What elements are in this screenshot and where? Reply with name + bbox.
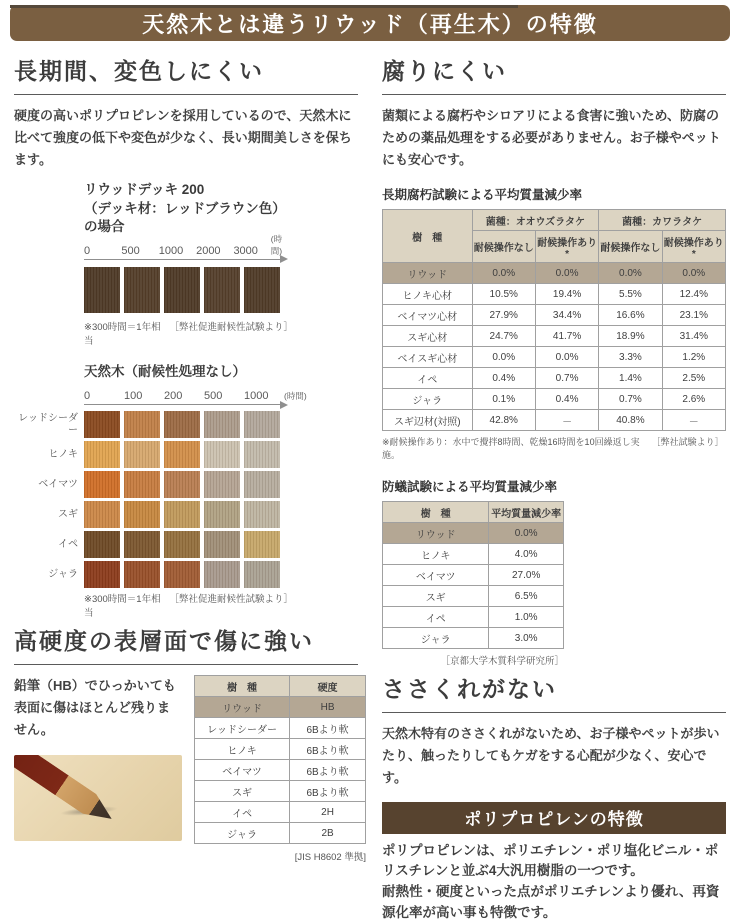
decay-sub-header: 耐候操作なし — [599, 231, 662, 263]
axis-tick: 0 — [84, 244, 91, 257]
rewood-fade-chart — [84, 181, 292, 347]
decay-table-row — [383, 305, 726, 326]
decay-row-value: 2.5% — [662, 368, 725, 389]
decay-table-row — [383, 326, 726, 347]
natural-row-label: スギ — [58, 508, 78, 520]
decay-row-value: 10.5% — [472, 284, 535, 305]
kv-table-row — [383, 607, 564, 628]
natural-swatch — [164, 471, 200, 498]
decay-row-value: 18.9% — [599, 326, 662, 347]
hardness-table-source: [JIS H8602 準拠] — [294, 852, 366, 864]
pencil-graphic — [14, 755, 118, 829]
decay-row-value: 0.0% — [472, 263, 535, 284]
pencil-scratch-photo — [14, 755, 182, 841]
decay-row-value: 5.5% — [599, 284, 662, 305]
decay-row-name: スギ心材 — [383, 326, 473, 347]
decay-row-value: 2.6% — [662, 389, 725, 410]
decay-table-head — [383, 210, 726, 263]
natural-chart-notes — [84, 591, 292, 619]
natural-swatch — [124, 561, 160, 588]
rewood-chart-label — [84, 181, 292, 236]
content-columns — [0, 41, 740, 921]
kv-table-body — [195, 697, 366, 844]
decay-row-value: 16.6% — [599, 305, 662, 326]
kv-row-name: スギ — [383, 586, 489, 607]
kv-row-name: ベイマツ — [383, 565, 489, 586]
decay-row-value: 24.7% — [472, 326, 535, 347]
page-title-banner — [10, 5, 730, 41]
kv-table-row — [383, 628, 564, 649]
kv-row-name: ジャラ — [383, 628, 489, 649]
decay-row-value: 0.1% — [472, 389, 535, 410]
kv-row-value: 27.0% — [489, 565, 564, 586]
decay-row-value: 0.7% — [599, 389, 662, 410]
pp-body-2: 耐熱性・硬度といった点がポリエチレンより優れ、再資源化率が高い事も特徴です。 — [382, 884, 720, 921]
decay-row-name: ベイマツ心材 — [383, 305, 473, 326]
natural-swatch-grid — [14, 411, 358, 588]
kv-row-value: 3.0% — [489, 628, 564, 649]
decay-header-row-1 — [383, 210, 726, 231]
hardness-left — [14, 675, 182, 863]
decay-row-value: 23.1% — [662, 305, 725, 326]
decay-row-value: 0.4% — [472, 368, 535, 389]
decay-row-value: 3.3% — [599, 347, 662, 368]
decay-row-value: 12.4% — [662, 284, 725, 305]
kv-table-head — [195, 676, 366, 697]
decay-row-value: 0.0% — [599, 263, 662, 284]
decay-table-row — [383, 410, 726, 431]
decay-row-value: 42.8% — [472, 410, 535, 431]
natural-swatch — [204, 501, 240, 528]
axis-tick: 2000 — [196, 244, 221, 257]
decay-table-row — [383, 263, 726, 284]
decay-table — [382, 209, 726, 431]
natural-swatch — [164, 531, 200, 558]
rewood-chart-label-line1: リウッドデッキ 200 — [84, 182, 205, 198]
decay-group-2: 菌種：カワラタケ — [599, 210, 726, 231]
kv-table-row — [383, 523, 564, 544]
natural-swatch — [124, 471, 160, 498]
kv-col-tree: 樹 種 — [383, 502, 489, 523]
decay-table-row — [383, 347, 726, 368]
natural-grid-row — [14, 501, 358, 528]
kv-row-value: 6Bより軟 — [290, 760, 366, 781]
kv-table-row — [195, 823, 366, 844]
kv-table-head — [383, 502, 564, 523]
decay-table-row — [383, 284, 726, 305]
axis-tick: 500 — [204, 390, 223, 403]
rewood-axis-ticks — [84, 233, 292, 257]
axis-tick: 3000 — [233, 244, 258, 257]
kv-row-value: 4.0% — [489, 544, 564, 565]
termite-table — [382, 501, 564, 649]
axis-tick: 100 — [124, 390, 143, 403]
kv-row-name: リウッド — [195, 697, 290, 718]
hardness-body: 鉛筆（HB）でひっかいても表面に傷はほとんど残りません。 — [14, 678, 176, 738]
natural-swatch — [84, 531, 120, 558]
rewood-chart-label-line2: （デッキ材：レッドブラウン色）の場合 — [84, 200, 286, 234]
kv-table-row — [195, 718, 366, 739]
kv-table-row — [383, 586, 564, 607]
kv-data-table — [382, 501, 564, 649]
rewood-chart-notes — [84, 319, 292, 347]
hardness-section — [14, 619, 366, 864]
heading-rule — [14, 664, 358, 665]
natural-swatch — [164, 441, 200, 468]
natural-row-label: ヒノキ — [48, 448, 78, 460]
natural-swatch — [244, 531, 280, 558]
natural-swatch — [204, 471, 240, 498]
kv-col-tree: 樹 種 — [195, 676, 290, 697]
decay-table-source: ［弊社試験より］ — [651, 437, 724, 448]
rewood-swatch — [164, 267, 200, 313]
decay-row-value: 0.0% — [472, 347, 535, 368]
kv-row-value: 6Bより軟 — [290, 739, 366, 760]
axis-tick: 0 — [84, 390, 91, 403]
kv-table-body — [383, 523, 564, 649]
kv-row-name: ジャラ — [195, 823, 290, 844]
decay-row-name: スギ辺材(対照) — [383, 410, 473, 431]
decay-col-tree: 樹 種 — [383, 210, 473, 263]
natural-grid-row — [14, 411, 358, 438]
natural-swatch — [84, 441, 120, 468]
kv-row-value: 2B — [290, 823, 366, 844]
natural-swatch — [84, 501, 120, 528]
axis-tick: 1000 — [158, 244, 184, 257]
kv-table-row — [383, 565, 564, 586]
kv-row-value: 0.0% — [489, 523, 564, 544]
decay-row-value: 0.0% — [662, 263, 725, 284]
natural-chart-note: ※300時間＝1年相当 — [84, 594, 161, 620]
termite-table-source: ［京都大学木質科学研究所］ — [440, 656, 564, 668]
decay-row-value: － — [535, 410, 598, 431]
kv-table-row — [383, 544, 564, 565]
natural-swatch — [124, 531, 160, 558]
decay-table-row — [383, 389, 726, 410]
kv-header-row — [383, 502, 564, 523]
cropped-element-remnant — [10, 5, 518, 8]
decay-row-value: 0.4% — [535, 389, 598, 410]
decay-row-name: ヒノキ心材 — [383, 284, 473, 305]
natural-swatch — [84, 471, 120, 498]
kv-row-name: ベイマツ — [195, 760, 290, 781]
kv-row-value: 6.5% — [489, 586, 564, 607]
natural-grid-row — [14, 561, 358, 588]
natural-swatch — [204, 411, 240, 438]
natural-axis-ticks — [84, 387, 358, 402]
kv-row-value: 1.0% — [489, 607, 564, 628]
kv-row-value: HB — [290, 697, 366, 718]
decay-table-notes — [382, 435, 722, 461]
kv-table-row — [195, 739, 366, 760]
hardness-section-heading: 高硬度の表層面で傷に強い — [14, 629, 314, 655]
natural-chart-label: 天然木（耐候性処理なし） — [84, 363, 246, 379]
splinter-section-heading: ささくれがない — [382, 677, 557, 703]
heading-rule — [382, 712, 726, 713]
decay-sub-header: 耐候操作あり* — [662, 231, 725, 263]
kv-table-row — [195, 802, 366, 823]
rewood-chart-note: ※300時間＝1年相当 — [84, 321, 161, 347]
pp-body-1: ポリプロピレンは、ポリエチレン・ポリ塩化ビニル・ポリスチレンと並ぶ4大汎用樹脂の一つです。 — [382, 842, 719, 879]
decay-row-name: ベイスギ心材 — [383, 347, 473, 368]
decay-row-value: 31.4% — [662, 326, 725, 347]
page-title: 天然木とは違うリウッド（再生木）の特徴 — [142, 11, 598, 37]
natural-swatch — [124, 441, 160, 468]
rewood-chart-source: ［弊社促進耐候性試験より］ — [169, 321, 293, 333]
natural-grid-row — [14, 471, 358, 498]
natural-swatch — [84, 561, 120, 588]
decay-sub-header: 耐候操作なし — [472, 231, 535, 263]
decay-row-value: 19.4% — [535, 284, 598, 305]
fade-section-body: 硬度の高いポリプロピレンを採用しているので、天然木に比べて強度の低下や変色が少なく、長い期間美しさを保ちます。 — [14, 108, 352, 168]
natural-swatch — [164, 561, 200, 588]
pp-section-banner: ポリプロピレンの特徴 — [382, 802, 726, 834]
natural-swatch — [244, 441, 280, 468]
natural-grid-row — [14, 441, 358, 468]
hardness-table-wrap — [194, 675, 366, 863]
decay-data-table — [382, 209, 726, 431]
splinter-section-body: 天然木特有のささくれがないため、お子様やペットが歩いたり、触ったりしてもケガをする心配が少なく、安心です。 — [382, 726, 720, 786]
kv-col-value: 硬度 — [290, 676, 366, 697]
hardness-table — [194, 675, 366, 844]
kv-table-row — [195, 697, 366, 718]
decay-row-value: 27.9% — [472, 305, 535, 326]
kv-row-value: 2H — [290, 802, 366, 823]
natural-wood-fade-chart — [14, 363, 358, 619]
natural-chart-source: ［弊社促進耐候性試験より］ — [169, 594, 293, 606]
rot-section-heading: 腐りにくい — [382, 59, 507, 84]
natural-swatch — [164, 411, 200, 438]
kv-col-value: 平均質量減少率 — [489, 502, 564, 523]
natural-swatch — [204, 561, 240, 588]
kv-header-row — [195, 676, 366, 697]
fade-section-heading: 長期間、変色しにくい — [14, 59, 264, 84]
natural-swatch — [124, 501, 160, 528]
rot-section-body: 菌類による腐朽やシロアリによる食害に強いため、防腐のための薬品処理をする必要がありません。お子様やペットにも安心です。 — [382, 108, 721, 168]
natural-grid-row — [14, 531, 358, 558]
decay-row-value: 0.0% — [535, 347, 598, 368]
kv-row-name: ヒノキ — [195, 739, 290, 760]
decay-sub-header: 耐候操作あり* — [535, 231, 598, 263]
kv-row-value: 6Bより軟 — [290, 781, 366, 802]
decay-row-name: リウッド — [383, 263, 473, 284]
decay-row-value: 41.7% — [535, 326, 598, 347]
kv-row-name: レッドシーダー — [195, 718, 290, 739]
decay-row-value: 40.8% — [599, 410, 662, 431]
rewood-axis-arrow — [84, 259, 286, 260]
natural-row-label: ジャラ — [48, 568, 78, 580]
decay-row-name: ジャラ — [383, 389, 473, 410]
kv-row-name: イペ — [195, 802, 290, 823]
axis-unit: (時間) — [284, 391, 307, 402]
natural-swatch — [244, 501, 280, 528]
decay-table-row — [383, 368, 726, 389]
natural-swatch — [244, 471, 280, 498]
decay-table-body — [383, 263, 726, 431]
kv-table-row — [195, 781, 366, 802]
decay-row-value: 0.0% — [535, 263, 598, 284]
natural-row-label: ベイマツ — [38, 478, 78, 490]
axis-tick: 200 — [164, 390, 183, 403]
decay-row-value: 1.4% — [599, 368, 662, 389]
termite-table-caption: 防蟻試験による平均質量減少率 — [382, 480, 558, 495]
natural-row-label: レッドシーダー — [18, 413, 78, 436]
decay-row-value: 1.2% — [662, 347, 725, 368]
heading-rule — [382, 94, 726, 95]
termite-table-wrap — [382, 501, 564, 667]
axis-unit: (時間) — [270, 233, 283, 256]
decay-row-name: イペ — [383, 368, 473, 389]
kv-row-name: イペ — [383, 607, 489, 628]
kv-row-name: スギ — [195, 781, 290, 802]
left-column — [14, 49, 366, 864]
natural-swatch — [124, 411, 160, 438]
kv-table-row — [195, 760, 366, 781]
hardness-content — [14, 675, 366, 864]
decay-group-1: 菌種：オオウズラタケ — [472, 210, 599, 231]
heading-rule — [14, 94, 358, 95]
kv-data-table — [194, 675, 366, 844]
natural-swatch — [204, 441, 240, 468]
natural-swatch — [204, 531, 240, 558]
rewood-swatch — [124, 267, 160, 313]
axis-tick: 500 — [121, 244, 140, 257]
natural-swatch — [84, 411, 120, 438]
decay-row-value: － — [662, 410, 725, 431]
axis-tick: 1000 — [244, 390, 269, 403]
kv-row-name: リウッド — [383, 523, 489, 544]
natural-row-label: イペ — [58, 538, 78, 550]
rewood-swatch — [84, 267, 120, 313]
natural-swatch — [164, 501, 200, 528]
decay-row-value: 0.7% — [535, 368, 598, 389]
decay-table-caption: 長期腐朽試験による平均質量減少率 — [382, 188, 583, 203]
rewood-swatch-strip — [84, 267, 292, 313]
decay-table-note: ※耐候操作あり：水中で攪拌8時間、乾燥16時間を10回繰返し実施。 — [382, 437, 640, 461]
natural-swatch — [244, 561, 280, 588]
rewood-swatch — [204, 267, 240, 313]
decay-row-value: 34.4% — [535, 305, 598, 326]
kv-row-value: 6Bより軟 — [290, 718, 366, 739]
right-column — [382, 49, 726, 921]
natural-axis-arrow — [84, 404, 286, 405]
rewood-swatch — [244, 267, 280, 313]
kv-row-name: ヒノキ — [383, 544, 489, 565]
splinter-and-pp-sections — [382, 667, 726, 924]
natural-swatch — [244, 411, 280, 438]
